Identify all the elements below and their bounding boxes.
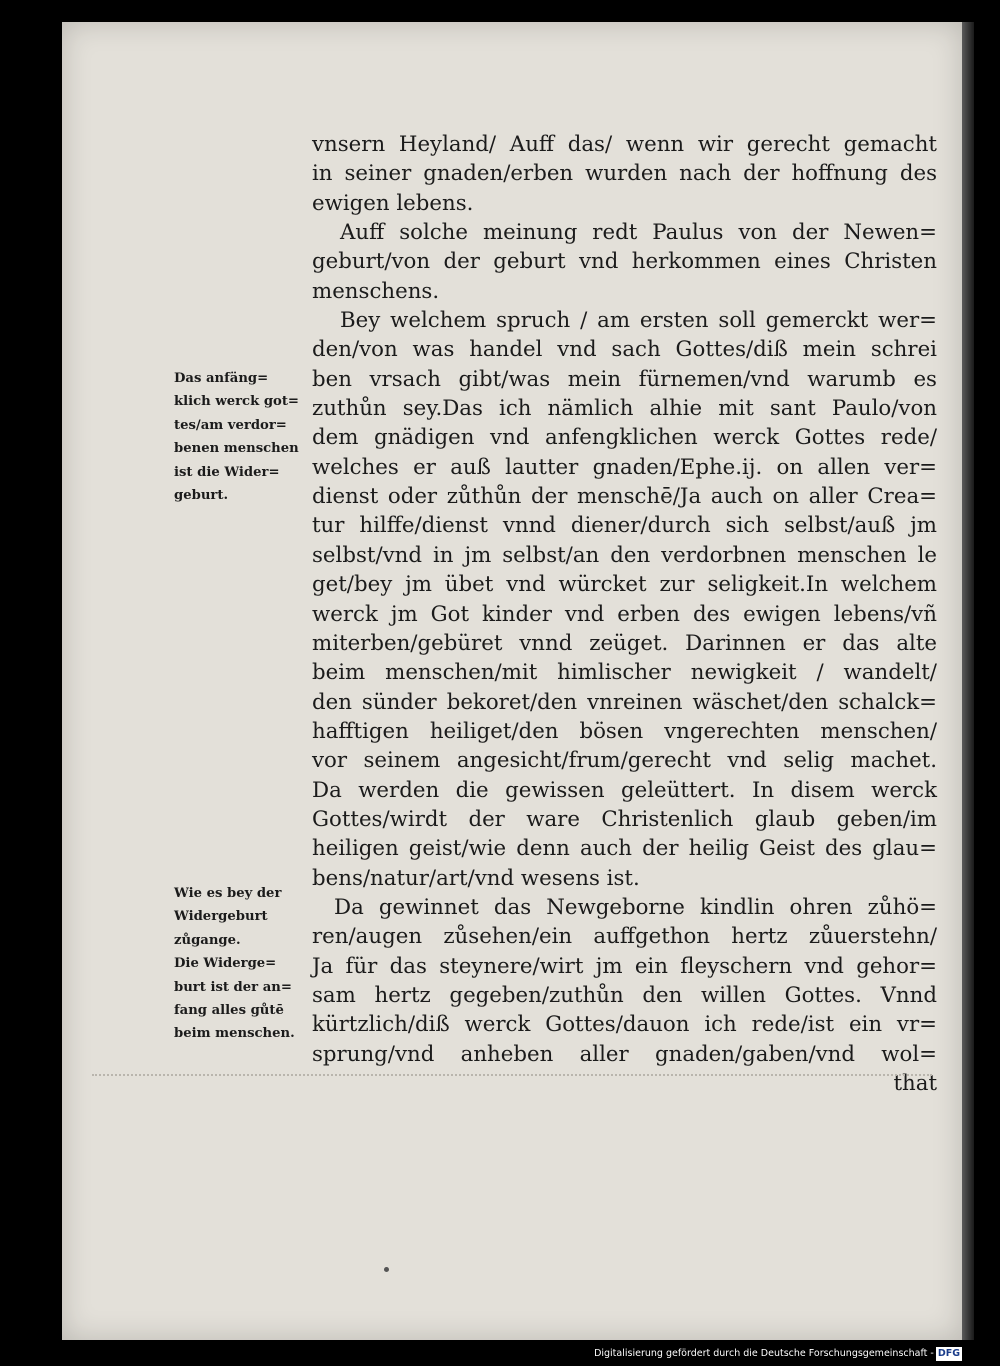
text-line: selbst/vnd in jm selbst/an den verdorbnen menschen le — [312, 542, 937, 568]
text-line: ewigen lebens. — [312, 190, 474, 216]
text-line: den sünder bekoret/den vnreinen wäschet/den schalck= — [312, 689, 937, 715]
text-line: zuthůn sey.Das ich nämlich alhie mit sant Paulo/von — [312, 396, 937, 422]
margin-note-line: burt ist der an= — [174, 979, 292, 995]
text-line: Da werden die gewissen geleüttert. In disem werck — [312, 777, 937, 803]
text-line: Bey welchem spruch / am ersten soll gemerckt wer= — [340, 308, 937, 334]
margin-note-line: tes/am verdor= — [174, 417, 287, 433]
text-line: Da gewinnet das Newgeborne kindlin ohren zůhö= — [334, 894, 937, 920]
footer-text: Digitalisierung gefördert durch die Deutsche Forschungsgemeinschaft - — [594, 1348, 934, 1359]
margin-note-how-rebirth — [174, 882, 314, 1046]
text-line: tur hilffe/dienst vnnd diener/durch sich selbst/auß jm — [312, 513, 937, 539]
text-line: kürtzlich/diß werck Gottes/dauon ich rede/ist ein vr= — [312, 1012, 937, 1038]
margin-note-line: zůgange. — [174, 932, 241, 948]
margin-note-rebirth-work — [174, 367, 314, 507]
text-line: hafftigen heiliget/den bösen vngerechten menschen/ — [312, 718, 937, 744]
paper-speck — [384, 1267, 389, 1272]
text-line: miterben/gebüret vnnd zeüget. Darinnen er das alte — [312, 630, 937, 656]
text-line: Auff solche meinung redt Paulus von der Newen= — [340, 220, 937, 246]
text-line: sprung/vnd anheben aller gnaden/gaben/vnd wol= — [312, 1041, 937, 1067]
text-line: vnsern Heyland/ Auff das/ wenn wir gerecht gemacht — [312, 132, 937, 157]
catchword: that — [893, 1071, 937, 1096]
text-line: ren/augen zůsehen/ein auffgethon hertz zůuerstehn/ — [312, 924, 937, 950]
text-line: sam hertz gegeben/zuthůn den willen Gottes. Vnnd — [312, 982, 937, 1008]
margin-note-line: ist die Wider= — [174, 464, 280, 480]
text-line: in seiner gnaden/erben wurden nach der hoffnung des — [312, 161, 937, 187]
text-line: heiligen geist/wie denn auch der heilig Geist des glau= — [312, 836, 937, 862]
text-line: get/bey jm übet vnd würcket zur seligkeit.In welchem — [312, 572, 937, 598]
margin-note-line: geburt. — [174, 487, 229, 503]
text-line: menschens. — [312, 278, 440, 304]
dfg-logo: DFG — [937, 1348, 960, 1359]
text-line: dienst oder zůthůn der menschē/Ja auch on aller Crea= — [312, 484, 937, 510]
text-line: werck jm Got kinder vnd erben des ewigen lebens/vñ — [312, 601, 937, 627]
text-line: geburt/von der geburt vnd herkommen eines Christen — [312, 249, 937, 275]
margin-note-line: Wie es bey der — [174, 886, 282, 901]
page-edge — [962, 22, 974, 1340]
margin-note-line: Die Widerge= — [174, 956, 277, 972]
footer-credit — [594, 1347, 962, 1361]
margin-note-line: fang alles gůtē — [174, 1002, 284, 1018]
text-line: vor seinem angesicht/frum/gerecht vnd selig machet. — [312, 748, 937, 774]
page-crease — [92, 1074, 932, 1076]
text-line: dem gnädigen vnd anfengklichen werck Gottes rede/ — [312, 425, 937, 451]
main-text-block — [312, 130, 937, 1098]
margin-note-line: Widergeburt — [174, 909, 268, 925]
text-line: ben vrsach gibt/was mein fürnemen/vnd warumb es — [312, 366, 937, 392]
text-line: bens/natur/art/vnd wesens ist. — [312, 865, 640, 891]
margin-note-line: benen menschen — [174, 441, 299, 457]
margin-note-line: beim menschen. — [174, 1026, 295, 1042]
margin-note-line: klich werck got= — [174, 394, 299, 410]
text-line: den/von was handel vnd sach Gottes/diß mein schrei — [312, 337, 937, 363]
text-line: welches er auß lautter gnaden/Ephe.ij. on allen ver= — [312, 454, 937, 480]
margin-note-line: Das anfäng= — [174, 371, 269, 386]
text-line: Ja für das steynere/wirt jm ein fleyschern vnd gehor= — [312, 953, 937, 979]
text-line: beim menschen/mit himlischer newigkeit / wandelt/ — [312, 660, 937, 686]
book-page — [62, 22, 962, 1340]
text-line: Gottes/wirdt der ware Christenlich glaub geben/im — [312, 806, 937, 832]
